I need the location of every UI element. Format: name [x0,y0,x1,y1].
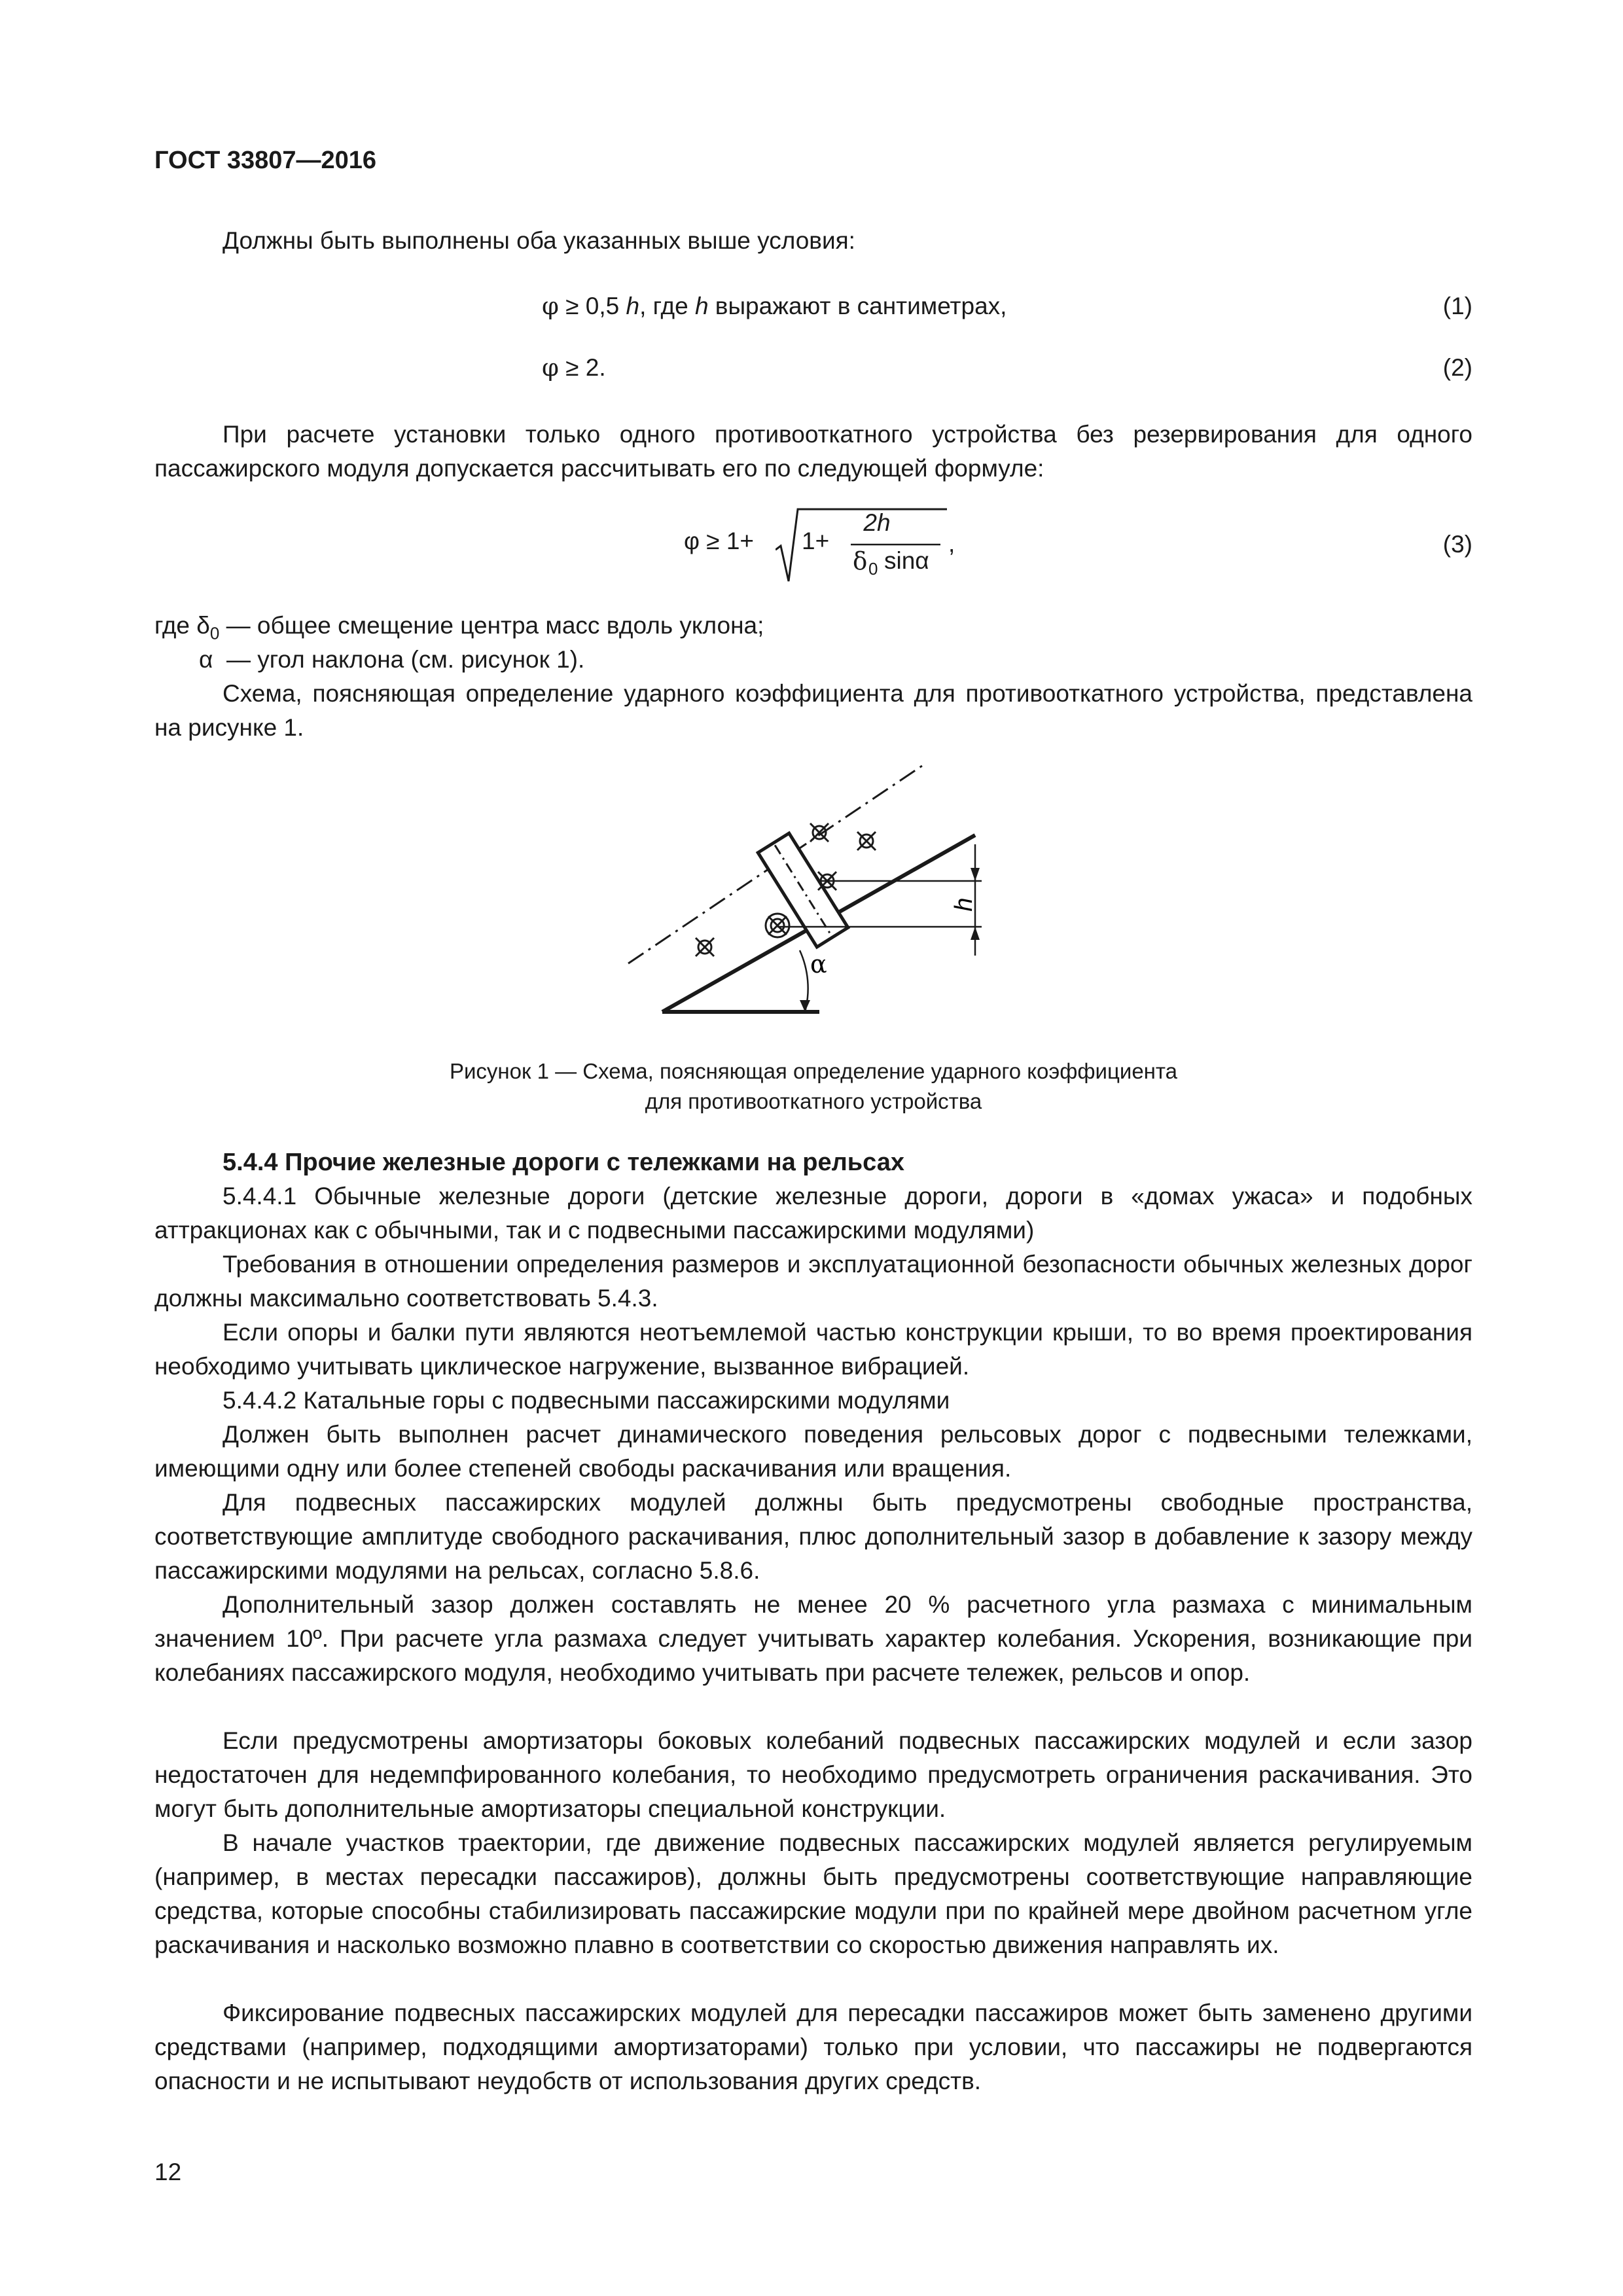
label-alpha: α [810,950,827,978]
label-h: h [950,897,978,912]
section-paragraph-8: Если предусмотрены амортизаторы боковых колебаний подвесных пассажирских модулей и если зазор недостаточен для недемпфированного колебания, то необходимо предусмотреть ограничения раскачивания. Это могут быть дополнительные амортизаторы специальной конструкции. [154,1727,1472,1822]
section-paragraph-7: Дополнительный зазор должен составлять не менее 20 % расчетного угла размаха с минимальным значением 10º. При расчете угла размаха следует учитывать характер колебания. Ускорения, возникающие при колебаниях пассажирского модуля, необходимо учитывать при расчете тележек, рельсов и опор. [154,1591,1472,1686]
formula-3: φ ≥ 1+ 1+ 2h δ 0 sinα , [684,504,946,589]
section-paragraph-2: Требования в отношении определения размеров и эксплуатационной безопасности обычных железных дорог должны максимально соответствовать 5.4.3. [154,1251,1472,1312]
cog-marker [857,832,876,850]
section-paragraph-3: Если опоры и балки пути являются неотъемлемой частью конструкции крыши, то во время проектирования необходимо учитывать циклическое нагружение, вызванное вибрацией. [154,1319,1472,1380]
figure-caption-line1: Рисунок 1 — Схема, поясняющая определение ударного коэффициента [449,1059,1177,1083]
cog-marker [818,872,836,890]
section-paragraph-1: 5.4.4.1 Обычные железные дороги (детские железные дороги, дороги в «домах ужаса» и подобных аттракционах как с обычными, так и с подвесными пассажирскими модулями) [154,1183,1472,1244]
equation-number-3: (3) [1442,531,1472,558]
cog-marker [696,938,714,956]
formula-1: φ ≥ 0,5 h, где h выражают в сантиметрах, [542,292,1007,320]
intro-paragraph: Должны быть выполнены оба указанных выше условия: [223,227,855,254]
section-title: 5.4.4 Прочие железные дороги с тележками на рельсах [223,1149,904,1176]
equation-number-1: (1) [1442,293,1472,319]
section-paragraph-10: Фиксирование подвесных пассажирских модулей для пересадки пассажиров может быть заменено другими средствами (например, подходящими амортизаторами) только при условии, что пассажиры не подвергаются опасности и не испытывают неудобств от использования других средств. [154,2000,1472,2094]
section-paragraph-9: В начале участков траектории, где движение подвесных пассажирских модулей является регулируемым (например, в местах пересадки пассажиров), должны быть предусмотрены соответствующие направляющие средства, которые способны стабилизировать пассажирские модули при по крайней мере двойном расчетном угле раскачивания и насколько возможно плавно в соответствии со скоростью движения направлять их. [154,1829,1472,1958]
section-paragraph-5: Должен быть выполнен расчет динамического поведения рельсовых дорог с подвесными тележками, имеющими одну или более степеней свободы раскачивания или вращения. [154,1421,1472,1482]
where-delta: где $\delta_0$ — общее смещение центра масс вдоль уклона; [154,612,764,643]
page-number: 12 [154,2159,182,2185]
document-header: ГОСТ 33807—2016 [154,147,377,174]
scheme-paragraph: Схема, поясняющая определение ударного коэффициента для противооткатного устройства, представлена на рисунке 1. [154,680,1472,741]
formula-2: φ ≥ 2. [542,353,606,382]
equation-number-2: (2) [1442,354,1472,381]
where-alpha: α — угол наклона (см. рисунок 1). [199,646,585,673]
calculation-paragraph: При расчете установки только одного противооткатного устройства без резервирования для одного пассажирского модуля допускается рассчитывать его по следующей формуле: [154,421,1472,482]
section-paragraph-4: 5.4.4.2 Катальные горы с подвесными пассажирскими модулями [223,1387,950,1414]
section-paragraph-6: Для подвесных пассажирских модулей должны быть предусмотрены свободные пространства, соответствующие амплитуде свободного раскачивания, плюс дополнительный зазор в добавление к зазору между пассажирскими модулями на рельсах, согласно 5.8.6. [154,1489,1472,1584]
figure-1-diagram [589,753,1047,1041]
figure-caption-line2: для противооткатного устройства [645,1089,982,1113]
cog-marker [810,823,829,842]
cog-marker [766,914,789,937]
